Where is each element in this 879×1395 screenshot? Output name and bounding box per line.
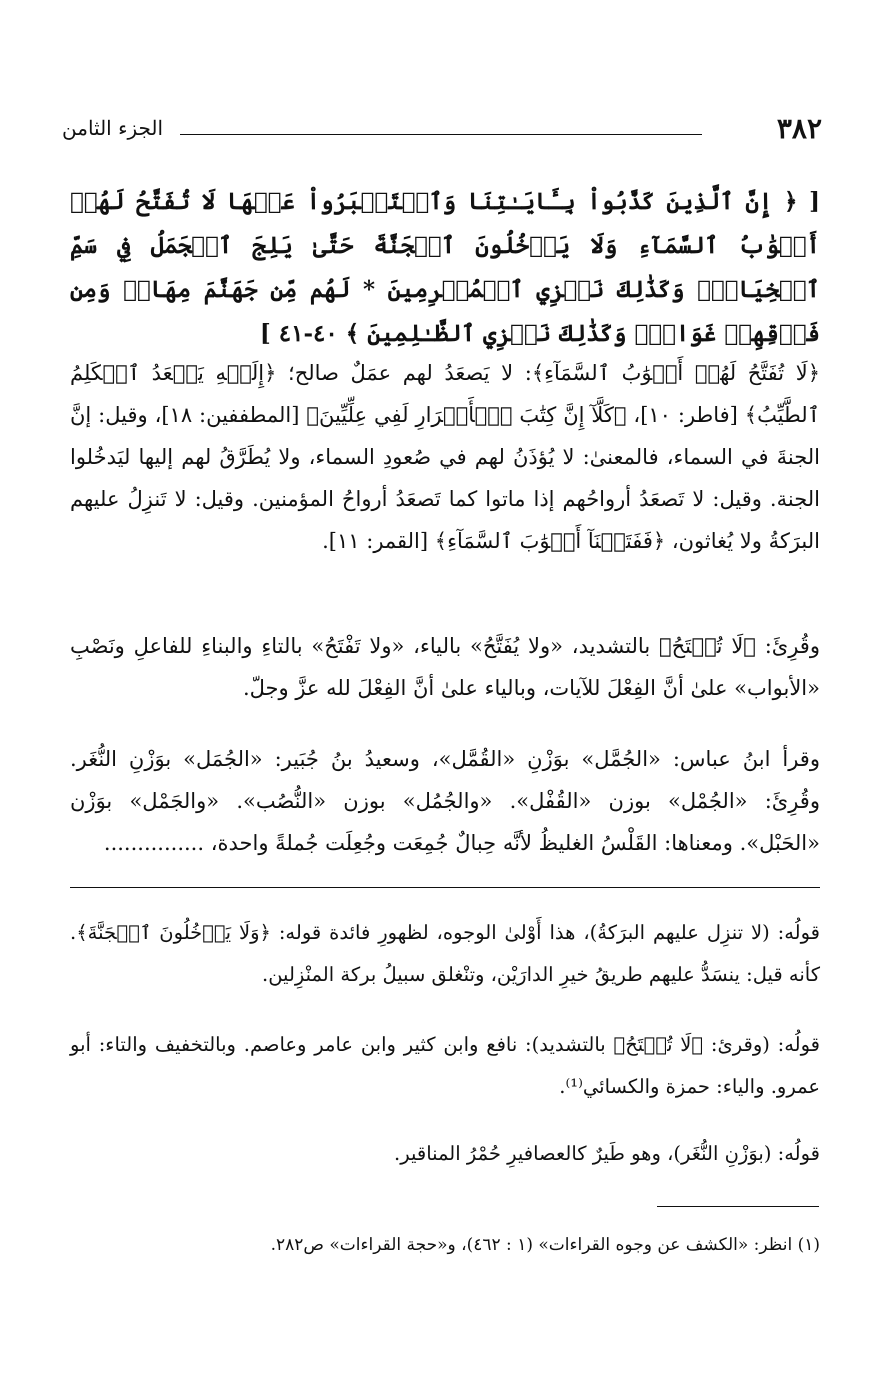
page-number: ٣٨٢ (776, 112, 822, 145)
part-title: الجزء الثامن (62, 116, 164, 140)
header-rule (180, 134, 702, 135)
commentary-note-3 (70, 1133, 820, 1175)
section-separator (70, 887, 820, 888)
footnote-rule (657, 1206, 819, 1207)
quran-verse (70, 180, 820, 356)
commentary-text: قولُه: (بوَزْنِ النُّغَر)، وهو طَيرٌ كالعصافيرِ حُمْرُ المناقير. (394, 1142, 820, 1165)
commentary-note-1 (70, 912, 820, 996)
paragraph-text: وقُرِئَ: ﴿لَا تُفۡتَحُ﴾ بالتشديد، «ولا يُفَتَّحُ» بالياء، «ولا تَفْتَحُ» بالتاءِ والبناءِ للفاعلِ ونَصْبِ «الأبواب» علىٰ أنَّ الفِعْلَ للآيات، وبالياء علىٰ أنَّ الفِعْلَ لله عزَّ وجلّ. (70, 634, 820, 700)
commentary-text: قولُه: (وقرئ: ﴿لَا تُفۡتَحُ﴾ بالتشديد): نافع وابن كثير وابن عامر وعاصم. وبالتخفيف والتاء: أبو عمرو. والياء: حمزة والكسائي⁽¹⁾. (70, 1033, 820, 1098)
footnote-text: (١) انظر: «الكشف عن وجوه القراءات» (١ : ٤٦٢)، و«حجة القراءات» ص٢٨٢. (270, 1235, 820, 1255)
commentary-note-2 (70, 1024, 820, 1108)
tafsir-paragraph-3 (70, 738, 820, 864)
page-header (62, 112, 822, 152)
commentary-text: قولُه: (لا تنزِل عليهم البرَكةُ)، هذا أَوْلىٰ الوجوه، لظهورِ فائدة قوله: ﴿وَلَا يَدۡخُلُونَ ٱلۡجَنَّةَ﴾. كأنه قيل: ينسَدُّ عليهم طريقُ خيرِ الدارَيْن، وتنْغلق سبيلُ بركة المنْزِلين. (70, 921, 820, 986)
verse-text: [ ﴿ إِنَّ ٱلَّذِينَ كَذَّبُواْ بِـَٔايَـٰتِنَا وَٱسۡتَكۡبَرُواْ عَنۡهَا لَا تُفَتَّحُ لَهُمۡ أَبۡوَٰبُ ٱلسَّمَآءِ وَلَا يَدۡخُلُونَ ٱلۡجَنَّةَ حَتَّىٰ يَلِجَ ٱلۡجَمَلُ فِي سَمِّ ٱلۡخِيَاطِۚ وَكَذَٰلِكَ نَجۡزِي ٱلۡمُجۡرِمِينَ * لَهُم مِّن جَهَنَّمَ مِهَادٞ وَمِن فَوۡقِهِمۡ غَوَاشٖۚ وَكَذَٰلِكَ نَجۡزِي ٱلظَّـٰلِمِينَ ﴾ ٤٠-٤١ ] (70, 188, 820, 347)
paragraph-text: ﴿لَا تُفَتَّحُ لَهُمۡ أَبۡوَٰبُ ٱلسَّمَآءِ﴾: لا يَصعَدُ لهم عمَلٌ صالح؛ ﴿إِلَيۡهِ يَصۡعَدُ ٱلۡكَلِمُ ٱلطَّيِّبُ﴾ [فاطر: ١٠]، ﴿كَلَّآ إِنَّ كِتَٰبَ ٱلۡأَبۡرَارِ لَفِي عِلِّيِّينَ﴾ [المطففين: ١٨]، وقيل: إنَّ الجنةَ في السماء، فالمعنىٰ: لا يُؤذَنُ لهم في صُعودِ السماء، ولا يُطَرَّقُ لهم إليها ليَدخُلوا الجنة. وقيل: لا تَصعَدُ أرواحُهم إذا ماتوا كما تَصعَدُ أرواحُ المؤمنين. وقيل: لا تَنزِلُ عليهم البرَكةُ ولا يُغاثون، ﴿فَفَتَحۡنَآ أَبۡوَٰبَ ٱلسَّمَآءِ﴾ [القمر: ١١]. (70, 361, 820, 553)
tafsir-paragraph-2 (70, 625, 820, 709)
tafsir-paragraph-1 (70, 352, 820, 562)
paragraph-text: وقرأ ابنُ عباس: «الجُمَّل» بوَزْنِ «القُمَّل»، وسعيدُ بنُ جُبَير: «الجُمَل» بوَزْنِ النُّغَر. وقُرِئَ: «الجُمْل» بوزن «القُفْل». «والجُمُل» بوزن «النُّصُب». «والجَمْل» بوَزْن «الحَبْل». ومعناها: القَلْسُ الغليظُ لأنَّه حِبالٌ جُمِعَت وجُعِلَت جُملةً واحدة، ............... (70, 747, 820, 855)
footnote (70, 1230, 820, 1260)
